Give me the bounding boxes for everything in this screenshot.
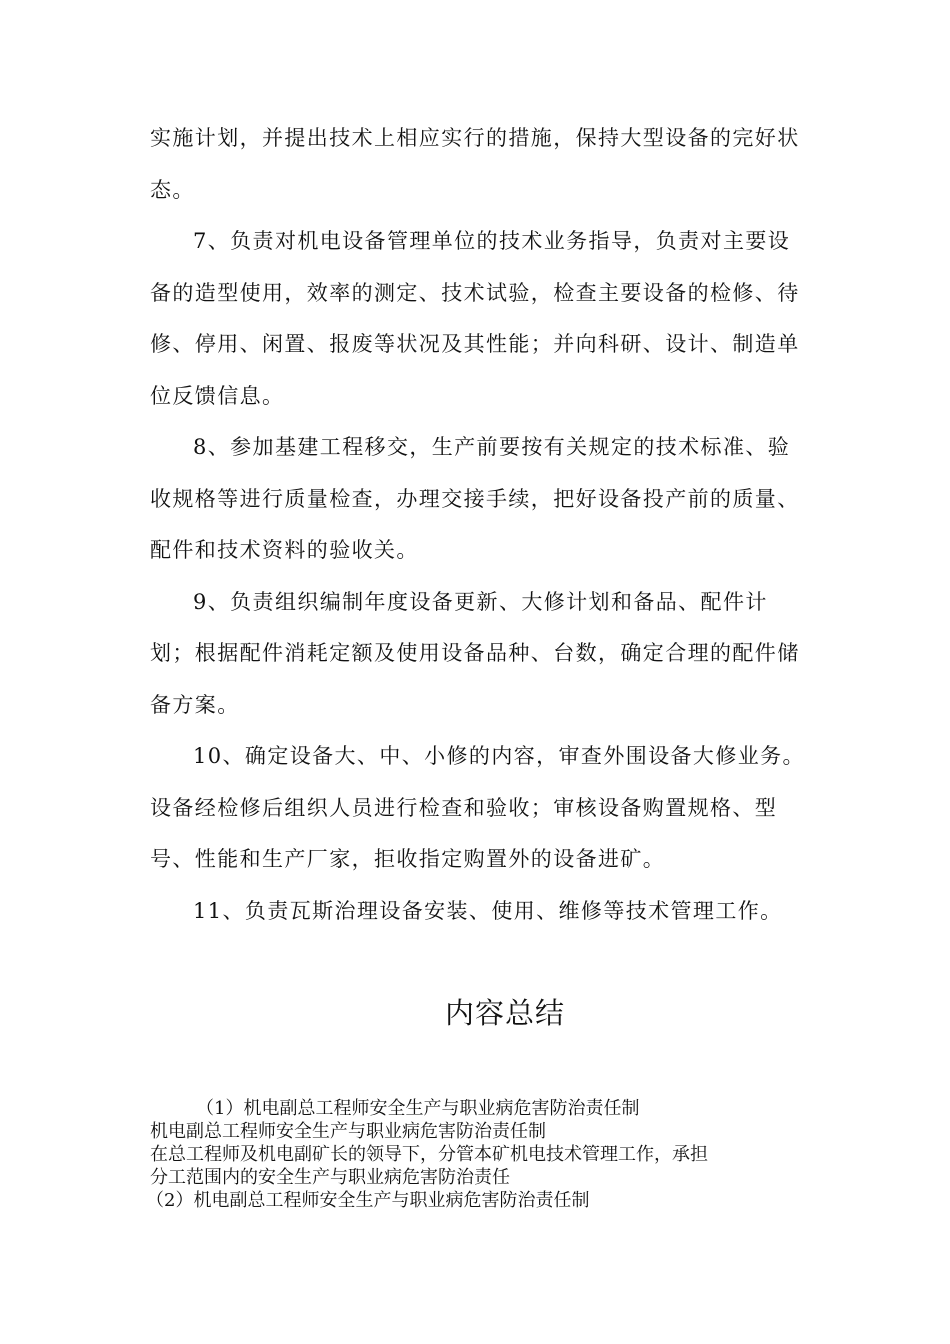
text-line: 备的造型使用，效率的测定、技术试验，检查主要设备的检修、待 bbox=[150, 280, 800, 305]
text-line: 划；根据配件消耗定额及使用设备品种、台数，确定合理的配件储 bbox=[150, 641, 800, 665]
summary-section bbox=[146, 1097, 810, 1212]
summary-line: 在总工程师及机电副矿长的领导下，分管本矿机电技术管理工作，承担 bbox=[150, 1144, 708, 1165]
paragraph bbox=[150, 113, 800, 216]
summary-line: 机电副总工程师安全生产与职业病危害防治责任制 bbox=[150, 1121, 546, 1142]
text-line: 9、负责组织编制年度设备更新、大修计划和备品、配件计 bbox=[193, 589, 768, 614]
text-line: 10、确定设备大、中、小修的内容，审查外围设备大修业务。 bbox=[193, 744, 805, 768]
text-line: 号、性能和生产厂家，拒收指定购置外的设备进矿。 bbox=[150, 847, 666, 871]
paragraph bbox=[150, 731, 805, 886]
summary-line: （2）机电副总工程师安全生产与职业病危害防治责任制 bbox=[146, 1190, 590, 1211]
text-line: 备方案。 bbox=[150, 692, 240, 717]
summary-line: 分工范围内的安全生产与职业病危害防治责任 bbox=[150, 1167, 510, 1188]
text-line: 配件和技术资料的验收关。 bbox=[150, 538, 419, 562]
summary-title: 内容总结 bbox=[444, 996, 565, 1030]
document-body bbox=[150, 113, 805, 937]
text-line: 收规格等进行质量检查，办理交接手续，把好设备投产前的质量、 bbox=[150, 486, 800, 511]
text-line: 态。 bbox=[150, 177, 195, 202]
text-line: 位反馈信息。 bbox=[150, 383, 285, 408]
paragraph bbox=[150, 216, 800, 422]
text-line: 8、参加基建工程移交，生产前要按有关规定的技术标准、验 bbox=[193, 435, 791, 459]
text-line: 7、负责对机电设备管理单位的技术业务指导，负责对主要设 bbox=[193, 229, 791, 253]
paragraph bbox=[150, 886, 800, 938]
paragraph bbox=[150, 577, 800, 732]
paragraph bbox=[150, 422, 800, 577]
text-line: 实施计划，并提出技术上相应实行的措施，保持大型设备的完好状 bbox=[150, 126, 800, 150]
summary-line: （1）机电副总工程师安全生产与职业病危害防治责任制 bbox=[196, 1098, 640, 1119]
text-line: 设备经检修后组织人员进行检查和验收；审核设备购置规格、型 bbox=[150, 795, 778, 820]
text-line: 11、负责瓦斯治理设备安装、使用、维修等技术管理工作。 bbox=[193, 898, 783, 923]
text-line: 修、停用、闲置、报废等状况及其性能；并向科研、设计、制造单 bbox=[150, 332, 800, 356]
